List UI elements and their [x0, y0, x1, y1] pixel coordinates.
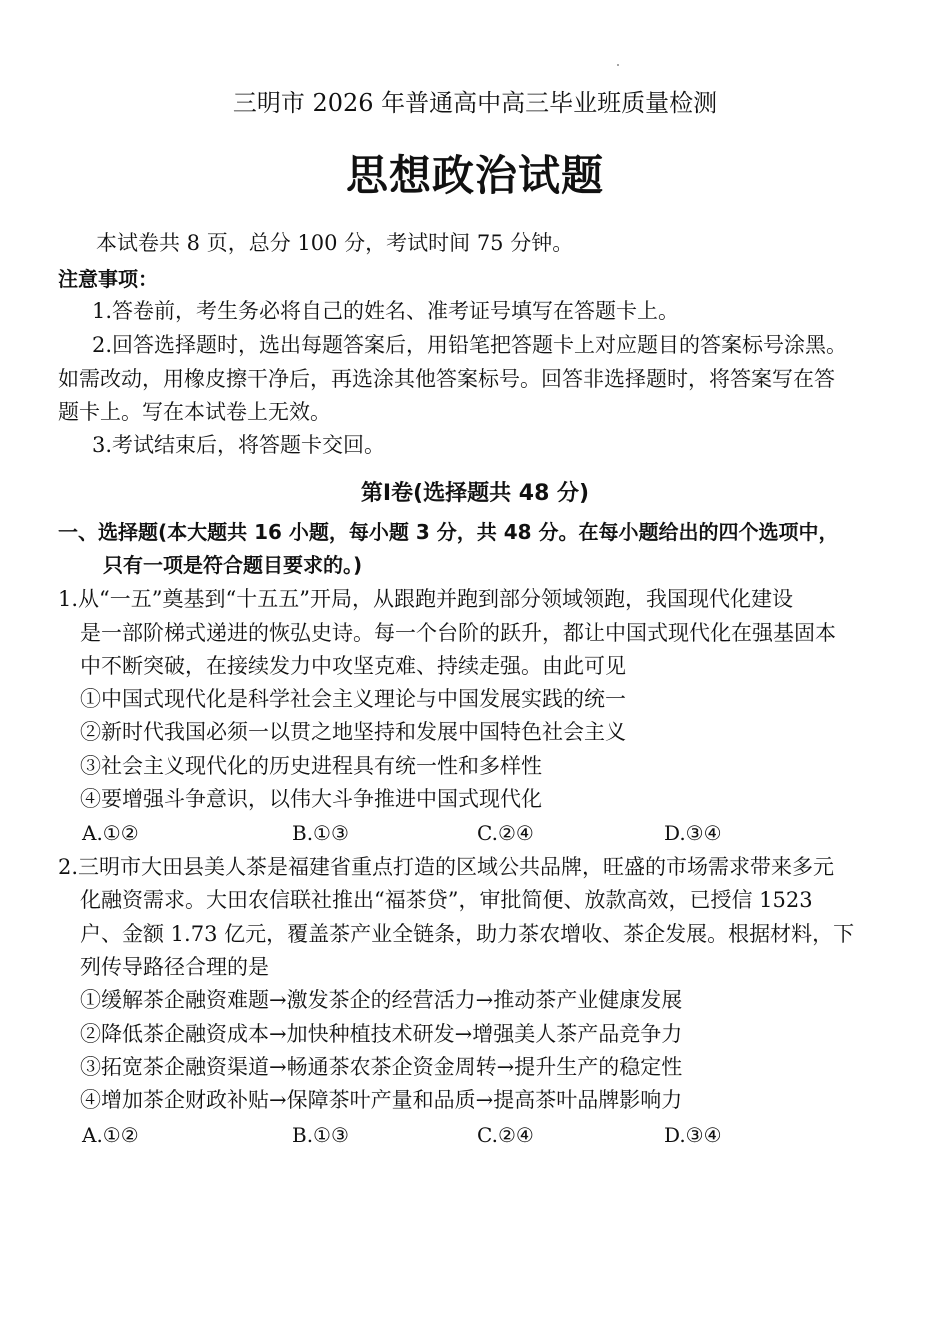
question-1-option-c: C.②④	[477, 821, 534, 845]
scan-dot	[617, 64, 619, 66]
question-1-option-a: A.①②	[82, 821, 139, 845]
question-2-stem-line-1: 2.三明市大田县美人茶是福建省重点打造的区域公共品牌，旺盛的市场需求带来多元	[58, 855, 835, 879]
question-1-statement-1: ①中国式现代化是科学社会主义理论与中国发展实践的统一	[80, 687, 626, 711]
question-2-statement-2: ②降低茶企融资成本→加快种植技术研发→增强美人茶产品竞争力	[80, 1022, 683, 1046]
question-1-stem-line-3: 中不断突破，在接续发力中攻坚克难、持续走强。由此可见	[80, 654, 626, 678]
question-1-statement-2: ②新时代我国必须一以贯之地坚持和发展中国特色社会主义	[80, 720, 626, 744]
question-2-statement-4: ④增加茶企财政补贴→保障茶叶产量和品质→提高茶叶品牌影响力	[80, 1088, 683, 1112]
question-2-stem-line-3: 户、金额 1.73 亿元，覆盖茶产业全链条，助力茶农增收、茶企发展。根据材料，下	[80, 922, 855, 946]
intro-text: 本试卷共 8 页，总分 100 分，考试时间 75 分钟。	[96, 231, 574, 255]
question-2-option-b: B.①③	[292, 1123, 349, 1147]
question-1-stem-line-2: 是一部阶梯式递进的恢弘史诗。每一个台阶的跃升，都让中国式现代化在强基固本	[80, 621, 836, 645]
question-2-statement-3: ③拓宽茶企融资渠道→畅通茶农茶企资金周转→提升生产的稳定性	[80, 1055, 683, 1079]
section-instruction-line-2: 只有一项是符合题目要求的。)	[103, 553, 363, 577]
notice-heading: 注意事项：	[58, 267, 158, 291]
question-2-stem-line-2: 化融资需求。大田农信联社推出“福茶贷”，审批简便、放款高效，已授信 1523	[80, 888, 813, 912]
question-2-option-a: A.①②	[82, 1123, 139, 1147]
notice-item-2-line-3: 题卡上。写在本试卷上无效。	[58, 400, 331, 424]
notice-item-2-line-2: 如需改动，用橡皮擦干净后，再选涂其他答案标号。回答非选择题时，将答案写在答	[58, 367, 835, 391]
section-instruction-line-1: 一、选择题(本大题共 16 小题，每小题 3 分，共 48 分。在每小题给出的四个选项中，	[58, 520, 839, 544]
page-title: 思想政治试题	[345, 151, 604, 200]
question-1-stem-line-1: 1.从“一五”奠基到“十五五”开局，从跟跑并跑到部分领域领跑，我国现代化建设	[58, 587, 793, 611]
question-2-option-d: D.③④	[664, 1123, 722, 1147]
question-1-statement-4: ④要增强斗争意识，以伟大斗争推进中国式现代化	[80, 787, 542, 811]
question-1-option-b: B.①③	[292, 821, 349, 845]
notice-item-2-line-1: 2.回答选择题时，选出每题答案后，用铅笔把答题卡上对应题目的答案标号涂黑。	[92, 333, 848, 357]
part-1-title: 第Ⅰ卷(选择题共 48 分)	[360, 481, 590, 506]
question-1-option-d: D.③④	[664, 821, 722, 845]
exam-name: 三明市 2026 年普通高中高三毕业班质量检测	[232, 89, 718, 117]
question-1-statement-3: ③社会主义现代化的历史进程具有统一性和多样性	[80, 754, 542, 778]
notice-item-1: 1.答卷前，考生务必将自己的姓名、准考证号填写在答题卡上。	[92, 299, 680, 323]
notice-item-3: 3.考试结束后，将答题卡交回。	[92, 433, 386, 457]
question-2-stem-line-4: 列传导路径合理的是	[80, 955, 269, 979]
question-2-statement-1: ①缓解茶企融资难题→激发茶企的经营活力→推动茶产业健康发展	[80, 988, 683, 1012]
question-2-option-c: C.②④	[477, 1123, 534, 1147]
